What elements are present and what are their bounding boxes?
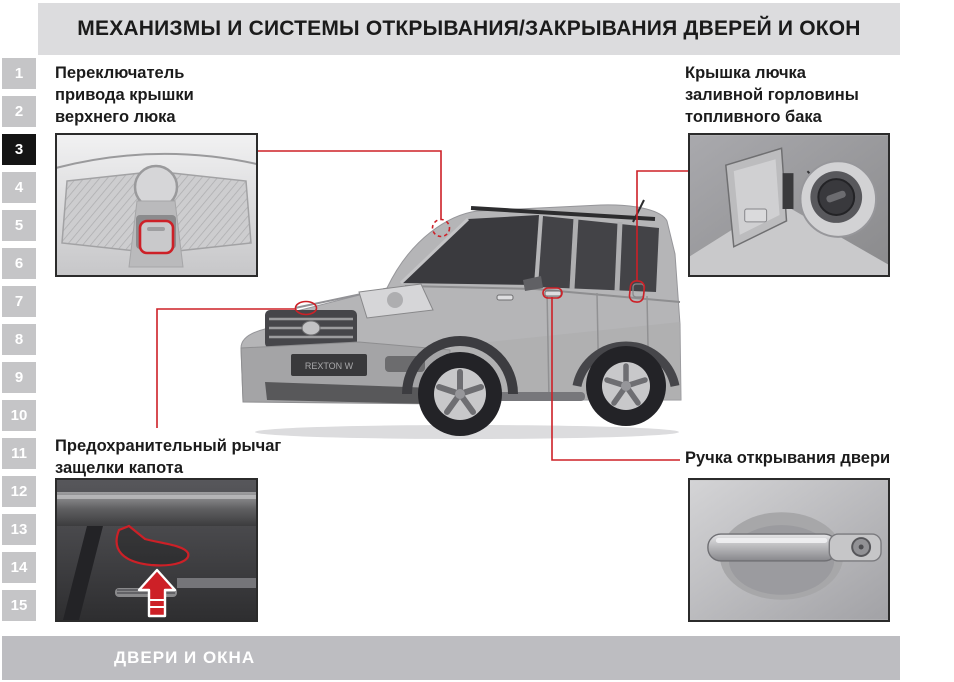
sidebar-tab-7[interactable]: 7 xyxy=(2,286,36,317)
sidebar-tab-1[interactable]: 1 xyxy=(2,58,36,89)
fuel-filler-photo xyxy=(688,133,890,277)
car-illustration xyxy=(235,196,685,441)
page-title: МЕХАНИЗМЫ И СИСТЕМЫ ОТКРЫВАНИЯ/ЗАКРЫВАНИЯ ДВЕРЕЙ И ОКОН xyxy=(77,17,861,40)
sunroof-switch-photo xyxy=(55,133,258,277)
sidebar-tab-4[interactable]: 4 xyxy=(2,172,36,203)
sidebar-tab-5[interactable]: 5 xyxy=(2,210,36,241)
caption-line: топливного бака xyxy=(685,108,822,126)
hood-latch-photo xyxy=(55,478,258,622)
footer-section-title: ДВЕРИ И ОКНА xyxy=(114,648,256,667)
sidebar-tab-8[interactable]: 8 xyxy=(2,324,36,355)
sidebar-tab-13[interactable]: 13 xyxy=(2,514,36,545)
front-wheel xyxy=(418,352,502,436)
fuel-filler-photo-art xyxy=(690,135,888,275)
door-handle-photo-art xyxy=(690,480,888,620)
caption-line: верхнего люка xyxy=(55,108,176,126)
car-badge-text: REXTON W xyxy=(304,361,354,371)
page-footer xyxy=(2,636,900,680)
rear-door-handle xyxy=(545,291,561,296)
sidebar-tab-3[interactable]: 3 xyxy=(2,134,36,165)
caption-door-handle xyxy=(685,447,890,469)
sidebar-tabs xyxy=(2,58,36,628)
sidebar-tab-15[interactable]: 15 xyxy=(2,590,36,621)
sidebar-tab-11[interactable]: 11 xyxy=(2,438,36,469)
rear-wheel xyxy=(586,346,666,426)
sidebar-tab-14[interactable]: 14 xyxy=(2,552,36,583)
caption-fuel-filler-cap xyxy=(685,62,859,128)
caption-line: Переключатель xyxy=(55,64,185,82)
caption-line: Крышка лючка xyxy=(685,64,806,82)
hood-latch-photo-art xyxy=(57,480,256,620)
page-header xyxy=(38,3,900,55)
sidebar-tab-2[interactable]: 2 xyxy=(2,96,36,127)
sunroof-switch-photo-art xyxy=(57,135,256,275)
sidebar-tab-6[interactable]: 6 xyxy=(2,248,36,279)
caption-line: Ручка открывания двери xyxy=(685,449,891,467)
caption-line: привода крышки xyxy=(55,86,194,104)
caption-hood-safety-lever xyxy=(55,435,281,479)
sidebar-tab-9[interactable]: 9 xyxy=(2,362,36,393)
caption-line: Предохранительный рычаг xyxy=(55,437,282,455)
door-handle-photo xyxy=(688,478,890,622)
sidebar-tab-10[interactable]: 10 xyxy=(2,400,36,431)
caption-line: защелки капота xyxy=(55,459,184,477)
caption-sunroof-switch xyxy=(55,62,194,128)
sidebar-tab-12[interactable]: 12 xyxy=(2,476,36,507)
caption-line: заливной горловины xyxy=(685,86,859,104)
